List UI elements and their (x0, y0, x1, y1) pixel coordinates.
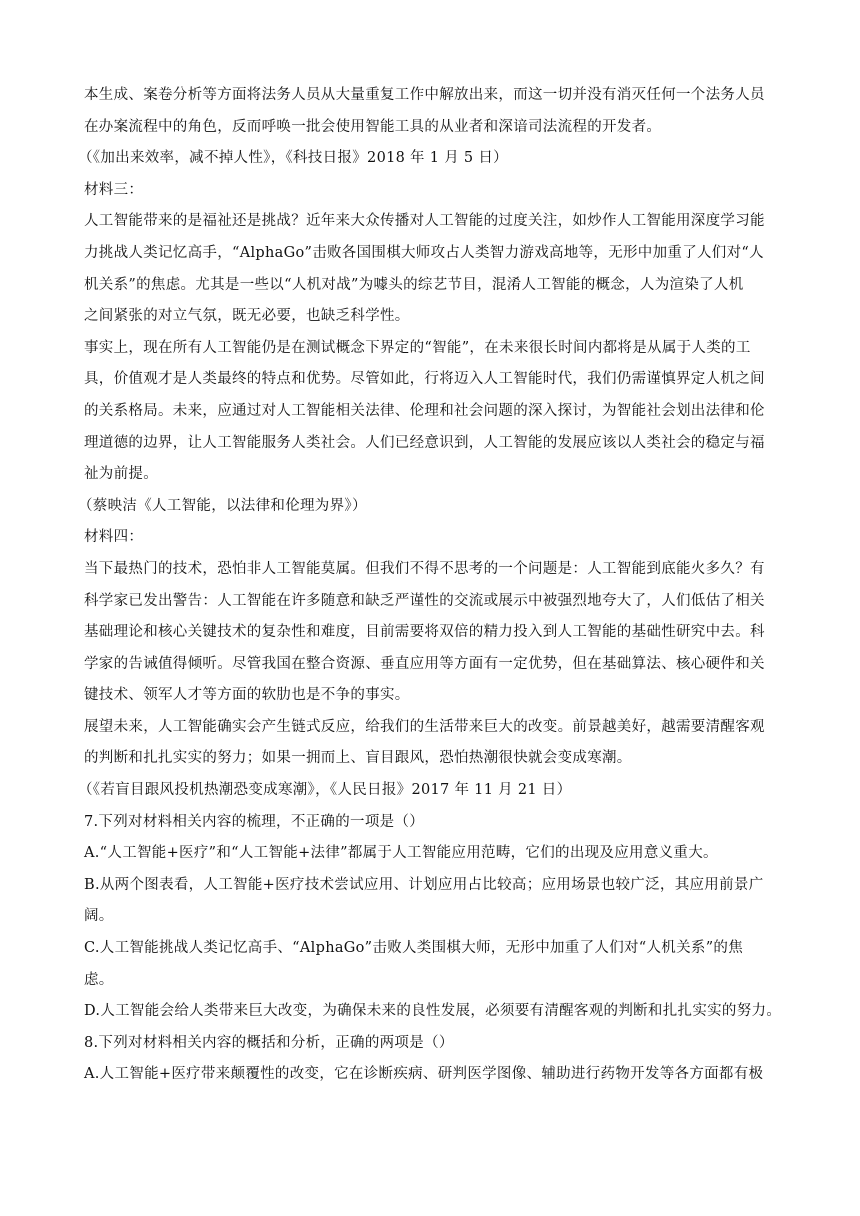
text-line: 展望未来，人工智能确实会产生链式反应，给我们的生活带来巨大的改变。前景越美好，越需要清醒客观 (84, 718, 765, 735)
text-line: 当下最热门的技术，恐怕非人工智能莫属。但我们不得不思考的一个问题是：人工智能到底能火多久？有 (84, 560, 765, 577)
document-page (78, 80, 800, 1091)
option-b: B.从两个图表看，人工智能+医疗技术尝试应用、计划应用占比较高；应用场景也较广泛，其应用前景广 (84, 876, 764, 893)
text-line: 之间紧张的对立气氛，既无必要，也缺乏科学性。 (84, 308, 410, 325)
question-7: 7.下列对材料相关内容的梳理，不正确的一项是（） (84, 813, 425, 830)
text-line: 具，价值观才是人类最终的特点和优势。尽管如此，行将迈入人工智能时代，我们仍需谨慎界定人机之间 (84, 371, 765, 388)
citation-line: （蔡映洁《人工智能，以法律和伦理为界》） (78, 497, 367, 514)
text-line: 科学家已发出警告：人工智能在许多随意和缺乏严谨性的交流或展示中被强烈地夸大了，人们低估了相关 (84, 592, 765, 609)
option-b-continued: 阔。 (84, 908, 114, 925)
option-a: A.“人工智能+医疗”和“人工智能+法律”都属于人工智能应用范畴，它们的出现及应用意义重大。 (84, 845, 718, 862)
option-d: D.人工智能会给人类带来巨大改变，为确保未来的良性发展，必须要有清醒客观的判断和扎扎实实的努力。 (84, 1003, 782, 1020)
section-heading: 材料三： (84, 181, 144, 198)
section-heading: 材料四： (84, 529, 144, 546)
option-a: A.人工智能+医疗带来颠覆性的改变，它在诊断疾病、研判医学图像、辅助进行药物开发等各方面都有极 (84, 1066, 764, 1083)
question-8: 8.下列对材料相关内容的概括和分析，正确的两项是（） (84, 1034, 454, 1051)
option-c: C.人工智能挑战人类记忆高手、“AlphaGo”击败人类围棋大师，无形中加重了人们对“人机关系”的焦 (84, 940, 744, 957)
text-line: 学家的告诫值得倾听。尽管我国在整合资源、垂直应用等方面有一定优势，但在基础算法、核心硬件和关 (84, 655, 765, 672)
citation-line: （《加出来效率，减不掉人性》，《科技日报》2018 年 1 月 5 日） (78, 150, 508, 167)
citation-line: （《若盲目跟风投机热潮恐变成寒潮》，《人民日报》2017 年 11 月 21 日） (78, 782, 572, 799)
text-line: 键技术、领军人才等方面的软肋也是不争的事实。 (84, 687, 410, 704)
text-line: 的关系格局。未来，应通过对人工智能相关法律、伦理和社会问题的深入探讨，为智能社会划出法律和伦 (84, 402, 765, 419)
text-line: 力挑战人类记忆高手，“AlphaGo”击败各国围棋大师攻占人类智力游戏高地等，无形中加重了人们对“人 (84, 244, 764, 261)
text-line: 理道德的边界，让人工智能服务人类社会。人们已经意识到，人工智能的发展应该以人类社会的稳定与福 (84, 434, 765, 451)
text-line: 在办案流程中的角色，反而呼唤一批会使用智能工具的从业者和深谙司法流程的开发者。 (84, 118, 662, 135)
text-line: 事实上，现在所有人工智能仍是在测试概念下界定的“智能”，在未来很长时间内都将是从属于人类的工 (84, 339, 751, 356)
text-line: 人工智能带来的是福祉还是挑战？近年来大众传播对人工智能的过度关注，如炒作人工智能用深度学习能 (84, 213, 765, 230)
text-line: 基础理论和核心关键技术的复杂性和难度，目前需要将双倍的精力投入到人工智能的基础性研究中去。科 (84, 624, 765, 641)
text-line: 机关系”的焦虑。尤其是一些以“人机对战”为噱头的综艺节目，混淆人工智能的概念，人为渲染了人机 (84, 276, 744, 293)
text-line: 的判断和扎扎实实的努力；如果一拥而上、盲目跟风，恐怕热潮很快就会变成寒潮。 (84, 750, 632, 767)
text-line: 祉为前提。 (84, 466, 158, 483)
option-c-continued: 虑。 (84, 971, 114, 988)
text-line: 本生成、案卷分析等方面将法务人员从大量重复工作中解放出来，而这一切并没有消灭任何一个法务人员 (84, 87, 765, 103)
